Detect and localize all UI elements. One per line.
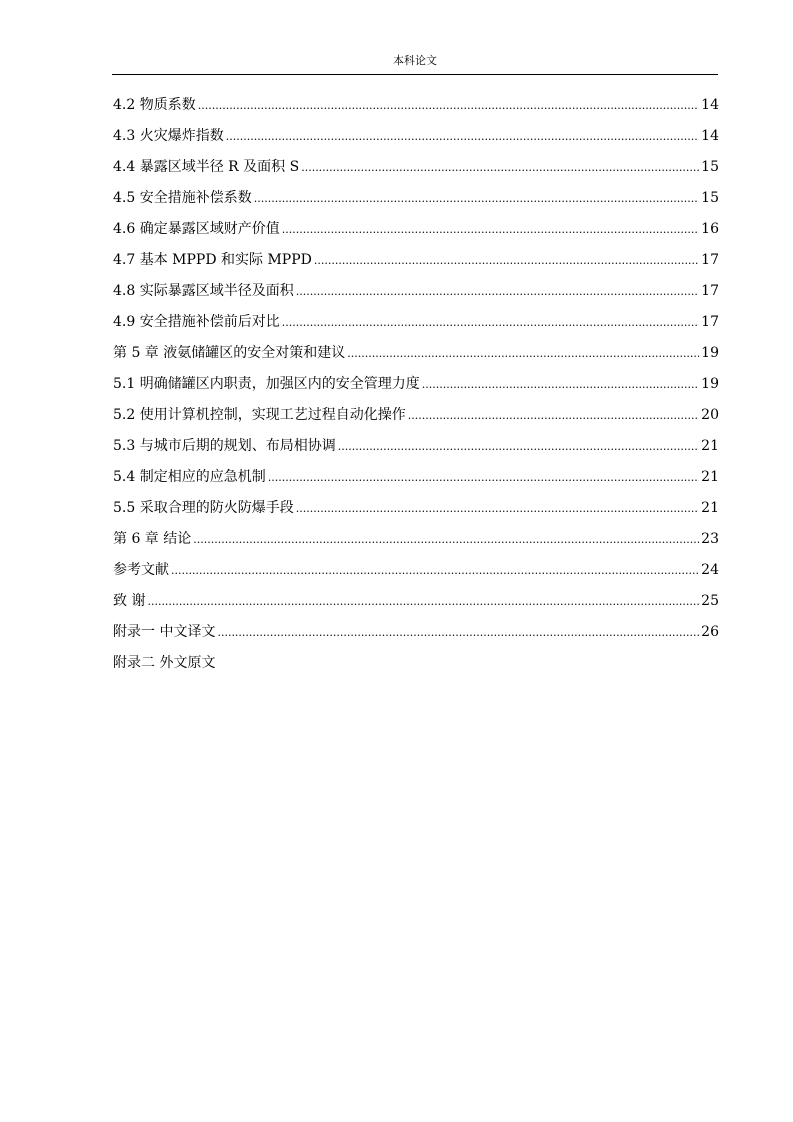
toc-dot-leader xyxy=(268,462,699,493)
toc-entry-label: 5.5 采取合理的防火防爆手段 xyxy=(113,500,294,516)
toc-entry[interactable] xyxy=(113,648,719,679)
toc-entry[interactable] xyxy=(113,524,719,555)
toc-dot-leader xyxy=(314,245,699,276)
toc-dot-leader xyxy=(193,524,699,555)
toc-entry-page: 17 xyxy=(701,252,719,268)
toc-entry-page: 24 xyxy=(701,562,719,578)
toc-entry[interactable] xyxy=(113,152,719,183)
toc-entry[interactable] xyxy=(113,214,719,245)
toc-dot-leader xyxy=(422,369,699,400)
toc-entry[interactable] xyxy=(113,431,719,462)
toc-entry[interactable] xyxy=(113,493,719,524)
toc-entry-label: 5.1 明确储罐区内职责，加强区内的安全管理力度 xyxy=(113,376,420,392)
toc-entry-page: 20 xyxy=(701,407,719,423)
toc-dot-leader xyxy=(408,400,699,431)
toc-dot-leader xyxy=(282,214,699,245)
toc-entry-label: 第 6 章 结论 xyxy=(113,531,192,547)
toc-entry[interactable] xyxy=(113,462,719,493)
toc-entry-label: 4.5 安全措施补偿系数 xyxy=(113,190,252,206)
toc-dot-leader xyxy=(347,338,699,369)
toc-entry[interactable] xyxy=(113,369,719,400)
toc-entry[interactable] xyxy=(113,90,719,121)
toc-entry-page: 16 xyxy=(701,221,719,237)
toc-entry-page: 15 xyxy=(701,159,719,175)
toc-dot-leader xyxy=(217,617,699,648)
toc-entry[interactable] xyxy=(113,555,719,586)
toc-entry-page: 21 xyxy=(701,469,719,485)
toc-entry[interactable] xyxy=(113,307,719,338)
toc-dot-leader xyxy=(338,431,699,462)
toc-dot-leader xyxy=(301,152,699,183)
table-of-contents xyxy=(113,90,719,679)
toc-entry-label: 5.4 制定相应的应急机制 xyxy=(113,469,266,485)
toc-entry-label: 致 谢 xyxy=(113,593,146,609)
toc-entry-label: 第 5 章 液氨储罐区的安全对策和建议 xyxy=(113,345,346,361)
toc-dot-leader xyxy=(254,183,699,214)
toc-entry-label: 4.9 安全措施补偿前后对比 xyxy=(113,314,280,330)
toc-entry[interactable] xyxy=(113,121,719,152)
toc-entry-label: 5.3 与城市后期的规划、布局相协调 xyxy=(113,438,336,454)
toc-entry-page: 15 xyxy=(701,190,719,206)
header-title: 本科论文 xyxy=(393,54,437,67)
toc-entry[interactable] xyxy=(113,245,719,276)
toc-entry-label: 4.7 基本 MPPD 和实际 MPPD xyxy=(113,252,312,268)
toc-entry[interactable] xyxy=(113,617,719,648)
toc-entry-label: 4.4 暴露区域半径 R 及面积 S xyxy=(113,159,300,175)
toc-entry-label: 5.2 使用计算机控制，实现工艺过程自动化操作 xyxy=(113,407,406,423)
toc-entry-label: 4.8 实际暴露区域半径及面积 xyxy=(113,283,294,299)
toc-dot-leader xyxy=(147,586,699,617)
toc-entry-label: 参考文献 xyxy=(113,562,169,578)
toc-entry-page: 25 xyxy=(701,593,719,609)
toc-dot-leader xyxy=(282,307,699,338)
toc-entry-page: 17 xyxy=(701,283,719,299)
toc-entry-page: 17 xyxy=(701,314,719,330)
toc-entry-page: 23 xyxy=(701,531,719,547)
toc-entry-page: 21 xyxy=(701,438,719,454)
toc-entry-page: 19 xyxy=(701,376,719,392)
toc-entry-page: 19 xyxy=(701,345,719,361)
toc-entry-page: 21 xyxy=(701,500,719,516)
toc-dot-leader xyxy=(296,276,699,307)
toc-dot-leader xyxy=(296,493,699,524)
toc-entry-label: 4.6 确定暴露区域财产价值 xyxy=(113,221,280,237)
toc-entry-page: 26 xyxy=(701,624,719,640)
toc-entry-label: 4.3 火灾爆炸指数 xyxy=(113,128,224,144)
toc-entry-label: 4.2 物质系数 xyxy=(113,97,196,113)
toc-dot-leader xyxy=(198,90,699,121)
toc-entry-page: 14 xyxy=(701,97,719,113)
toc-entry-label: 附录一 中文译文 xyxy=(113,624,216,640)
toc-entry[interactable] xyxy=(113,276,719,307)
toc-entry[interactable] xyxy=(113,586,719,617)
toc-dot-leader xyxy=(226,121,699,152)
toc-entry-page: 14 xyxy=(701,128,719,144)
toc-entry-label: 附录二 外文原文 xyxy=(113,655,216,671)
page-header xyxy=(112,52,718,75)
toc-entry[interactable] xyxy=(113,338,719,369)
toc-dot-leader xyxy=(171,555,699,586)
toc-entry[interactable] xyxy=(113,183,719,214)
toc-entry[interactable] xyxy=(113,400,719,431)
